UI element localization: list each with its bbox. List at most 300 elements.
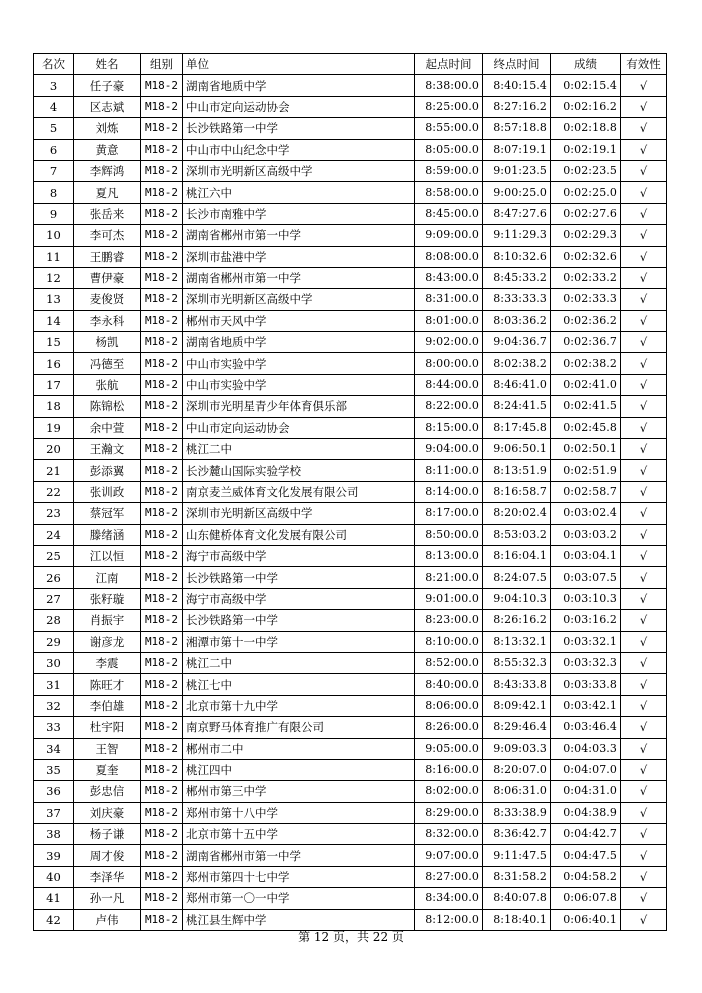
unit-cell: 桃江二中 — [183, 439, 415, 460]
result-cell: 0:04:38.9 — [551, 802, 621, 823]
result-cell: 0:03:03.2 — [551, 524, 621, 545]
unit-cell: 长沙铁路第一中学 — [183, 567, 415, 588]
name-cell: 冯德至 — [74, 353, 141, 374]
validity-cell: √ — [621, 75, 667, 96]
result-cell: 0:03:04.1 — [551, 545, 621, 566]
table-row — [34, 824, 667, 845]
rank-cell: 8 — [34, 182, 74, 203]
table-row — [34, 310, 667, 331]
start-time-cell: 9:05:00.0 — [415, 738, 483, 759]
validity-cell: √ — [621, 332, 667, 353]
validity-cell: √ — [621, 203, 667, 224]
validity-cell: √ — [621, 503, 667, 524]
end-time-cell: 8:20:07.0 — [483, 759, 551, 780]
name-cell: 杨子谦 — [74, 824, 141, 845]
table-row — [34, 374, 667, 395]
table-row — [34, 246, 667, 267]
unit-cell: 深圳市盐港中学 — [183, 246, 415, 267]
name-cell: 任子豪 — [74, 75, 141, 96]
table-row — [34, 75, 667, 96]
result-cell: 0:02:36.7 — [551, 332, 621, 353]
start-time-cell: 8:22:00.0 — [415, 396, 483, 417]
end-time-cell: 8:33:33.3 — [483, 289, 551, 310]
rank-cell: 21 — [34, 460, 74, 481]
result-cell: 0:03:32.3 — [551, 652, 621, 673]
validity-cell: √ — [621, 781, 667, 802]
unit-cell: 郑州市第一〇一中学 — [183, 888, 415, 909]
end-time-cell: 9:09:03.3 — [483, 738, 551, 759]
unit-cell: 长沙铁路第一中学 — [183, 610, 415, 631]
validity-cell: √ — [621, 866, 667, 887]
rank-cell: 27 — [34, 588, 74, 609]
validity-cell: √ — [621, 396, 667, 417]
end-time-cell: 8:16:04.1 — [483, 545, 551, 566]
unit-cell: 深圳市光明星青少年体育俱乐部 — [183, 396, 415, 417]
name-cell: 张籽璇 — [74, 588, 141, 609]
end-time-cell: 8:10:32.6 — [483, 246, 551, 267]
validity-cell: √ — [621, 417, 667, 438]
group-cell: M18-2 — [141, 610, 183, 631]
rank-cell: 4 — [34, 96, 74, 117]
name-cell: 刘庆豪 — [74, 802, 141, 823]
unit-cell: 桃江七中 — [183, 674, 415, 695]
table-row — [34, 524, 667, 545]
result-cell: 0:02:51.9 — [551, 460, 621, 481]
result-cell: 0:02:15.4 — [551, 75, 621, 96]
validity-cell: √ — [621, 139, 667, 160]
result-cell: 0:03:46.4 — [551, 717, 621, 738]
validity-cell: √ — [621, 353, 667, 374]
result-cell: 0:03:02.4 — [551, 503, 621, 524]
name-cell: 黄意 — [74, 139, 141, 160]
start-time-cell: 8:01:00.0 — [415, 310, 483, 331]
end-time-cell: 8:40:15.4 — [483, 75, 551, 96]
header-validity: 有效性 — [621, 54, 667, 75]
table-row — [34, 545, 667, 566]
name-cell: 江以恒 — [74, 545, 141, 566]
rank-cell: 34 — [34, 738, 74, 759]
start-time-cell: 8:34:00.0 — [415, 888, 483, 909]
table-row — [34, 802, 667, 823]
unit-cell: 中山市定向运动协会 — [183, 417, 415, 438]
unit-cell: 海宁市高级中学 — [183, 588, 415, 609]
group-cell: M18-2 — [141, 824, 183, 845]
validity-cell: √ — [621, 695, 667, 716]
unit-cell: 中山市实验中学 — [183, 353, 415, 374]
result-cell: 0:03:16.2 — [551, 610, 621, 631]
start-time-cell: 8:23:00.0 — [415, 610, 483, 631]
end-time-cell: 8:24:41.5 — [483, 396, 551, 417]
result-cell: 0:02:18.8 — [551, 118, 621, 139]
table-row — [34, 652, 667, 673]
table-row — [34, 332, 667, 353]
start-time-cell: 8:55:00.0 — [415, 118, 483, 139]
result-cell: 0:06:07.8 — [551, 888, 621, 909]
start-time-cell: 9:02:00.0 — [415, 332, 483, 353]
result-cell: 0:06:40.1 — [551, 909, 621, 930]
result-cell: 0:03:10.3 — [551, 588, 621, 609]
rank-cell: 40 — [34, 866, 74, 887]
rank-cell: 28 — [34, 610, 74, 631]
name-cell: 卢伟 — [74, 909, 141, 930]
name-cell: 蔡冠军 — [74, 503, 141, 524]
table-row — [34, 417, 667, 438]
group-cell: M18-2 — [141, 353, 183, 374]
table-row — [34, 845, 667, 866]
unit-cell: 深圳市光明新区高级中学 — [183, 160, 415, 181]
header-rank: 名次 — [34, 54, 74, 75]
unit-cell: 湖南省郴州市第一中学 — [183, 267, 415, 288]
header-row — [34, 54, 667, 75]
results-body — [34, 75, 667, 931]
validity-cell: √ — [621, 759, 667, 780]
unit-cell: 桃江六中 — [183, 182, 415, 203]
end-time-cell: 8:40:07.8 — [483, 888, 551, 909]
name-cell: 陈锦松 — [74, 396, 141, 417]
validity-cell: √ — [621, 310, 667, 331]
end-time-cell: 8:33:38.9 — [483, 802, 551, 823]
name-cell: 杨凯 — [74, 332, 141, 353]
unit-cell: 北京市第十五中学 — [183, 824, 415, 845]
rank-cell: 14 — [34, 310, 74, 331]
result-cell: 0:02:33.3 — [551, 289, 621, 310]
validity-cell: √ — [621, 289, 667, 310]
group-cell: M18-2 — [141, 845, 183, 866]
rank-cell: 24 — [34, 524, 74, 545]
name-cell: 周才俊 — [74, 845, 141, 866]
result-cell: 0:02:16.2 — [551, 96, 621, 117]
validity-cell: √ — [621, 481, 667, 502]
validity-cell: √ — [621, 460, 667, 481]
end-time-cell: 9:01:23.5 — [483, 160, 551, 181]
table-row — [34, 567, 667, 588]
table-row — [34, 888, 667, 909]
unit-cell: 湖南省地质中学 — [183, 332, 415, 353]
table-row — [34, 695, 667, 716]
start-time-cell: 8:52:00.0 — [415, 652, 483, 673]
result-cell: 0:03:33.8 — [551, 674, 621, 695]
group-cell: M18-2 — [141, 417, 183, 438]
table-row — [34, 118, 667, 139]
rank-cell: 36 — [34, 781, 74, 802]
start-time-cell: 8:59:00.0 — [415, 160, 483, 181]
rank-cell: 15 — [34, 332, 74, 353]
end-time-cell: 8:13:51.9 — [483, 460, 551, 481]
rank-cell: 23 — [34, 503, 74, 524]
start-time-cell: 8:21:00.0 — [415, 567, 483, 588]
validity-cell: √ — [621, 160, 667, 181]
group-cell: M18-2 — [141, 460, 183, 481]
rank-cell: 35 — [34, 759, 74, 780]
validity-cell: √ — [621, 567, 667, 588]
rank-cell: 3 — [34, 75, 74, 96]
start-time-cell: 8:25:00.0 — [415, 96, 483, 117]
end-time-cell: 8:29:46.4 — [483, 717, 551, 738]
end-time-cell: 8:07:19.1 — [483, 139, 551, 160]
name-cell: 江南 — [74, 567, 141, 588]
table-row — [34, 160, 667, 181]
end-time-cell: 8:24:07.5 — [483, 567, 551, 588]
unit-cell: 郴州市第三中学 — [183, 781, 415, 802]
name-cell: 彭添翼 — [74, 460, 141, 481]
rank-cell: 39 — [34, 845, 74, 866]
group-cell: M18-2 — [141, 75, 183, 96]
end-time-cell: 8:55:32.3 — [483, 652, 551, 673]
result-cell: 0:02:58.7 — [551, 481, 621, 502]
group-cell: M18-2 — [141, 674, 183, 695]
rank-cell: 18 — [34, 396, 74, 417]
unit-cell: 山东健桥体育文化发展有限公司 — [183, 524, 415, 545]
rank-cell: 41 — [34, 888, 74, 909]
name-cell: 王智 — [74, 738, 141, 759]
table-row — [34, 289, 667, 310]
group-cell: M18-2 — [141, 567, 183, 588]
name-cell: 滕绪涵 — [74, 524, 141, 545]
name-cell: 王瀚文 — [74, 439, 141, 460]
validity-cell: √ — [621, 374, 667, 395]
validity-cell: √ — [621, 588, 667, 609]
name-cell: 李辉鸿 — [74, 160, 141, 181]
name-cell: 王鹏睿 — [74, 246, 141, 267]
start-time-cell: 8:32:00.0 — [415, 824, 483, 845]
unit-cell: 长沙市南雅中学 — [183, 203, 415, 224]
validity-cell: √ — [621, 652, 667, 673]
unit-cell: 桃江二中 — [183, 652, 415, 673]
rank-cell: 37 — [34, 802, 74, 823]
end-time-cell: 8:09:42.1 — [483, 695, 551, 716]
start-time-cell: 8:45:00.0 — [415, 203, 483, 224]
end-time-cell: 9:06:50.1 — [483, 439, 551, 460]
group-cell: M18-2 — [141, 374, 183, 395]
start-time-cell: 8:13:00.0 — [415, 545, 483, 566]
group-cell: M18-2 — [141, 759, 183, 780]
header-start-time: 起点时间 — [415, 54, 483, 75]
unit-cell: 郑州市第四十七中学 — [183, 866, 415, 887]
unit-cell: 郴州市天风中学 — [183, 310, 415, 331]
group-cell: M18-2 — [141, 802, 183, 823]
rank-cell: 16 — [34, 353, 74, 374]
name-cell: 彭忠信 — [74, 781, 141, 802]
group-cell: M18-2 — [141, 118, 183, 139]
rank-cell: 30 — [34, 652, 74, 673]
name-cell: 李震 — [74, 652, 141, 673]
group-cell: M18-2 — [141, 182, 183, 203]
group-cell: M18-2 — [141, 503, 183, 524]
name-cell: 张训政 — [74, 481, 141, 502]
table-row — [34, 781, 667, 802]
name-cell: 李永科 — [74, 310, 141, 331]
start-time-cell: 8:40:00.0 — [415, 674, 483, 695]
header-result: 成绩 — [551, 54, 621, 75]
end-time-cell: 8:16:58.7 — [483, 481, 551, 502]
validity-cell: √ — [621, 118, 667, 139]
group-cell: M18-2 — [141, 545, 183, 566]
rank-cell: 29 — [34, 631, 74, 652]
rank-cell: 38 — [34, 824, 74, 845]
name-cell: 张岳来 — [74, 203, 141, 224]
start-time-cell: 9:04:00.0 — [415, 439, 483, 460]
group-cell: M18-2 — [141, 909, 183, 930]
start-time-cell: 8:31:00.0 — [415, 289, 483, 310]
validity-cell: √ — [621, 674, 667, 695]
end-time-cell: 8:45:33.2 — [483, 267, 551, 288]
start-time-cell: 8:05:00.0 — [415, 139, 483, 160]
rank-cell: 33 — [34, 717, 74, 738]
start-time-cell: 8:26:00.0 — [415, 717, 483, 738]
table-row — [34, 139, 667, 160]
unit-cell: 海宁市高级中学 — [183, 545, 415, 566]
start-time-cell: 8:15:00.0 — [415, 417, 483, 438]
header-end-time: 终点时间 — [483, 54, 551, 75]
result-cell: 0:03:32.1 — [551, 631, 621, 652]
rank-cell: 31 — [34, 674, 74, 695]
result-cell: 0:02:41.5 — [551, 396, 621, 417]
end-time-cell: 8:02:38.2 — [483, 353, 551, 374]
name-cell: 李可杰 — [74, 225, 141, 246]
result-cell: 0:02:27.6 — [551, 203, 621, 224]
header-group: 组别 — [141, 54, 183, 75]
name-cell: 杜宇阳 — [74, 717, 141, 738]
group-cell: M18-2 — [141, 310, 183, 331]
name-cell: 余中萱 — [74, 417, 141, 438]
unit-cell: 湖南省地质中学 — [183, 75, 415, 96]
table-row — [34, 588, 667, 609]
result-cell: 0:03:42.1 — [551, 695, 621, 716]
result-cell: 0:02:36.2 — [551, 310, 621, 331]
group-cell: M18-2 — [141, 888, 183, 909]
unit-cell: 中山市实验中学 — [183, 374, 415, 395]
name-cell: 李伯雄 — [74, 695, 141, 716]
unit-cell: 桃江四中 — [183, 759, 415, 780]
unit-cell: 郑州市第十八中学 — [183, 802, 415, 823]
start-time-cell: 9:07:00.0 — [415, 845, 483, 866]
rank-cell: 12 — [34, 267, 74, 288]
group-cell: M18-2 — [141, 96, 183, 117]
rank-cell: 9 — [34, 203, 74, 224]
name-cell: 肖振宇 — [74, 610, 141, 631]
unit-cell: 南京麦兰威体育文化发展有限公司 — [183, 481, 415, 502]
result-cell: 0:02:23.5 — [551, 160, 621, 181]
start-time-cell: 8:29:00.0 — [415, 802, 483, 823]
group-cell: M18-2 — [141, 652, 183, 673]
rank-cell: 17 — [34, 374, 74, 395]
name-cell: 陈旺才 — [74, 674, 141, 695]
rank-cell: 6 — [34, 139, 74, 160]
end-time-cell: 9:00:25.0 — [483, 182, 551, 203]
group-cell: M18-2 — [141, 139, 183, 160]
unit-cell: 南京野马体育推广有限公司 — [183, 717, 415, 738]
rank-cell: 19 — [34, 417, 74, 438]
name-cell: 曹伊豪 — [74, 267, 141, 288]
name-cell: 李泽华 — [74, 866, 141, 887]
unit-cell: 中山市定向运动协会 — [183, 96, 415, 117]
group-cell: M18-2 — [141, 695, 183, 716]
unit-cell: 郴州市二中 — [183, 738, 415, 759]
group-cell: M18-2 — [141, 267, 183, 288]
start-time-cell: 8:38:00.0 — [415, 75, 483, 96]
start-time-cell: 9:09:00.0 — [415, 225, 483, 246]
group-cell: M18-2 — [141, 481, 183, 502]
start-time-cell: 8:11:00.0 — [415, 460, 483, 481]
start-time-cell: 8:16:00.0 — [415, 759, 483, 780]
rank-cell: 11 — [34, 246, 74, 267]
group-cell: M18-2 — [141, 717, 183, 738]
group-cell: M18-2 — [141, 631, 183, 652]
validity-cell: √ — [621, 717, 667, 738]
start-time-cell: 8:14:00.0 — [415, 481, 483, 502]
unit-cell: 湘潭市第十一中学 — [183, 631, 415, 652]
validity-cell: √ — [621, 909, 667, 930]
end-time-cell: 8:53:03.2 — [483, 524, 551, 545]
name-cell: 麦俊贤 — [74, 289, 141, 310]
name-cell: 夏奎 — [74, 759, 141, 780]
table-row — [34, 759, 667, 780]
end-time-cell: 8:43:33.8 — [483, 674, 551, 695]
result-cell: 0:04:58.2 — [551, 866, 621, 887]
rank-cell: 22 — [34, 481, 74, 502]
group-cell: M18-2 — [141, 160, 183, 181]
start-time-cell: 9:01:00.0 — [415, 588, 483, 609]
table-row — [34, 460, 667, 481]
validity-cell: √ — [621, 225, 667, 246]
result-cell: 0:04:07.0 — [551, 759, 621, 780]
validity-cell: √ — [621, 524, 667, 545]
table-row — [34, 439, 667, 460]
start-time-cell: 8:08:00.0 — [415, 246, 483, 267]
end-time-cell: 8:31:58.2 — [483, 866, 551, 887]
result-cell: 0:04:03.3 — [551, 738, 621, 759]
unit-cell: 长沙铁路第一中学 — [183, 118, 415, 139]
group-cell: M18-2 — [141, 246, 183, 267]
rank-cell: 10 — [34, 225, 74, 246]
end-time-cell: 8:03:36.2 — [483, 310, 551, 331]
unit-cell: 深圳市光明新区高级中学 — [183, 503, 415, 524]
table-row — [34, 717, 667, 738]
start-time-cell: 8:12:00.0 — [415, 909, 483, 930]
table-row — [34, 503, 667, 524]
validity-cell: √ — [621, 267, 667, 288]
group-cell: M18-2 — [141, 396, 183, 417]
group-cell: M18-2 — [141, 332, 183, 353]
validity-cell: √ — [621, 96, 667, 117]
result-cell: 0:04:42.7 — [551, 824, 621, 845]
name-cell: 刘炼 — [74, 118, 141, 139]
name-cell: 谢彦龙 — [74, 631, 141, 652]
start-time-cell: 8:02:00.0 — [415, 781, 483, 802]
end-time-cell: 8:26:16.2 — [483, 610, 551, 631]
table-row — [34, 481, 667, 502]
result-cell: 0:02:45.8 — [551, 417, 621, 438]
table-row — [34, 866, 667, 887]
rank-cell: 32 — [34, 695, 74, 716]
unit-cell: 深圳市光明新区高级中学 — [183, 289, 415, 310]
start-time-cell: 8:27:00.0 — [415, 866, 483, 887]
end-time-cell: 8:20:02.4 — [483, 503, 551, 524]
table-row — [34, 610, 667, 631]
validity-cell: √ — [621, 439, 667, 460]
result-cell: 0:02:19.1 — [551, 139, 621, 160]
start-time-cell: 8:58:00.0 — [415, 182, 483, 203]
table-row — [34, 182, 667, 203]
table-row — [34, 203, 667, 224]
rank-cell: 42 — [34, 909, 74, 930]
table-row — [34, 674, 667, 695]
result-cell: 0:02:25.0 — [551, 182, 621, 203]
end-time-cell: 9:04:10.3 — [483, 588, 551, 609]
group-cell: M18-2 — [141, 225, 183, 246]
validity-cell: √ — [621, 610, 667, 631]
result-cell: 0:02:41.0 — [551, 374, 621, 395]
